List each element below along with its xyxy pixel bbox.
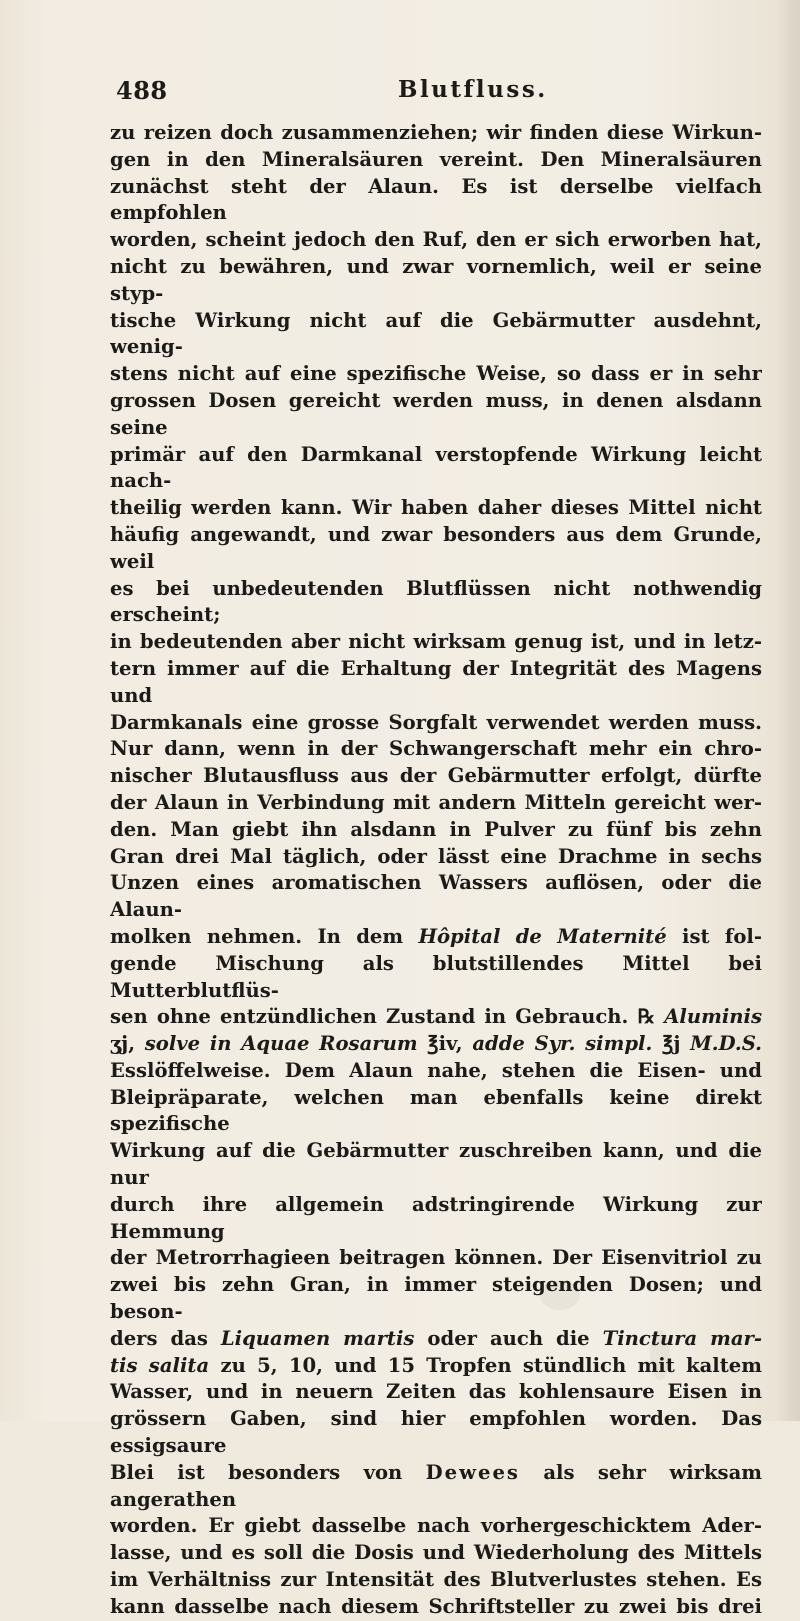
text-line — [110, 1085, 762, 1139]
text-line — [110, 254, 762, 308]
text-line — [110, 1004, 762, 1031]
text-line — [110, 1058, 762, 1085]
text-line-content: Blei ist besonders von Dewees als sehr wirksam angerathen — [110, 1460, 762, 1511]
text-line-content: der Metrorrhagieen beitragen können. Der Eisenvitriol zu — [110, 1246, 762, 1270]
text-line — [110, 790, 762, 817]
text-line-content: zunächst steht der Alaun. Es ist derselbe vielfach empfohlen — [110, 174, 762, 225]
text-line-content: Bleipräparate, welchen man ebenfalls keine direkt spezifische — [110, 1085, 762, 1136]
text-line — [110, 147, 762, 174]
page-number: 488 — [116, 76, 168, 105]
italic-phrase: Liquamen martis — [220, 1326, 415, 1350]
text-line — [110, 817, 762, 844]
text-line — [110, 1353, 762, 1380]
text-line — [110, 1031, 762, 1058]
text-line-content: worden. Er giebt dasselbe nach vorhergeschicktem Ader- — [110, 1514, 762, 1538]
text-line-content: gende Mischung als blutstillendes Mittel bei Mutterblutflüs- — [110, 951, 762, 1002]
text-line-content: Wasser, und in neuern Zeiten das kohlensaure Eisen in — [110, 1380, 762, 1404]
text-line-content: tern immer auf die Erhaltung der Integrität des Magens und — [110, 656, 762, 707]
text-line — [110, 576, 762, 630]
text-line — [110, 656, 762, 710]
text-line — [110, 120, 762, 147]
text-line-content: häufig angewandt, und zwar besonders aus dem Grunde, weil — [110, 522, 762, 573]
text-line — [110, 1192, 762, 1246]
text-line — [110, 1594, 762, 1621]
text-line-content: lasse, und es soll die Dosis und Wiederholung des Mittels — [110, 1541, 762, 1565]
text-line — [110, 1326, 762, 1353]
text-line — [110, 308, 762, 362]
text-line — [110, 442, 762, 496]
italic-phrase: Aluminis — [664, 1005, 762, 1029]
text-line — [110, 763, 762, 790]
text-line — [110, 1272, 762, 1326]
text-line — [110, 522, 762, 576]
text-line-content: nicht zu bewähren, und zwar vornemlich, weil er seine styp- — [110, 254, 762, 305]
text-line-content: grossen Dosen gereicht werden muss, in denen alsdann seine — [110, 388, 762, 439]
text-line-content: es bei unbedeutenden Blutflüssen nicht nothwendig erscheint; — [110, 576, 762, 627]
text-line — [110, 227, 762, 254]
italic-phrase: M.D.S. — [690, 1032, 762, 1056]
text-line-content: durch ihre allgemein adstringirende Wirkung zur Hemmung — [110, 1192, 762, 1243]
text-line-content: Wirkung auf die Gebärmutter zuschreiben kann, und die nur — [110, 1139, 762, 1190]
text-line — [110, 844, 762, 871]
text-line-content: in bedeutenden aber nicht wirksam genug ist, und in letz- — [110, 630, 762, 654]
text-line — [110, 174, 762, 228]
text-line-content: der Alaun in Verbindung mit andern Mitteln gereicht wer- — [110, 790, 762, 814]
text-line — [110, 1567, 762, 1594]
text-line — [110, 1460, 762, 1514]
text-line-content: Darmkanals eine grosse Sorgfalt verwendet werden muss. — [110, 710, 762, 734]
text-line-content: sen ohne entzündlichen Zustand in Gebrauch. ℞ Aluminis — [110, 1005, 762, 1029]
italic-phrase: adde Syr. simpl. — [472, 1032, 653, 1056]
text-line — [110, 1406, 762, 1460]
text-line — [110, 736, 762, 763]
text-line-content: ders das Liquamen martis oder auch die Tinctura mar- — [110, 1326, 762, 1350]
text-line-content: den. Man giebt ihn alsdann in Pulver zu fünf bis zehn — [110, 817, 762, 841]
text-line-content: worden, scheint jedoch den Ruf, den er sich erworben hat, — [110, 228, 762, 252]
text-line-content: Esslöffelweise. Dem Alaun nahe, stehen die Eisen- und — [110, 1058, 762, 1082]
text-line-content: tis salita zu 5, 10, und 15 Tropfen stündlich mit kaltem — [110, 1353, 762, 1377]
text-line-content: tische Wirkung nicht auf die Gebärmutter ausdehnt, wenig- — [110, 308, 762, 359]
text-line — [110, 870, 762, 924]
text-line-content: primär auf den Darmkanal verstopfende Wirkung leicht nach- — [110, 442, 762, 493]
text-line-content: zu reizen doch zusammenziehen; wir finden diese Wirkun- — [110, 121, 762, 144]
running-head: Blutfluss. — [398, 76, 548, 103]
text-line — [110, 361, 762, 388]
text-line-content: Nur dann, wenn in der Schwangerschaft mehr ein chro- — [110, 737, 762, 761]
text-line — [110, 1540, 762, 1567]
page-header — [110, 76, 760, 110]
text-line-content: grössern Gaben, sind hier empfohlen worden. Das essigsaure — [110, 1407, 762, 1458]
text-line-content: zwei bis zehn Gran, in immer steigenden Dosen; und beson- — [110, 1273, 762, 1324]
text-line-content: molken nehmen. In dem Hôpital de Maternité ist fol- — [110, 924, 762, 948]
text-line — [110, 1245, 762, 1272]
text-line — [110, 629, 762, 656]
body-text — [110, 120, 762, 1621]
text-line — [110, 1379, 762, 1406]
author-name: Dewees — [425, 1460, 520, 1484]
text-line — [110, 924, 762, 951]
text-line-content: stens nicht auf eine spezifische Weise, so dass er in sehr — [110, 362, 762, 386]
italic-phrase: tis salita — [110, 1353, 210, 1377]
italic-phrase: solve in Aquae Rosarum — [144, 1032, 418, 1056]
italic-phrase: Hôpital de Maternité — [418, 924, 667, 948]
text-line-content: Unzen eines aromatischen Wassers auflösen, oder die Alaun- — [110, 871, 762, 922]
text-line — [110, 951, 762, 1005]
text-line — [110, 1138, 762, 1192]
text-line-content: kann dasselbe nach diesem Schriftsteller zu zwei bis drei — [110, 1594, 762, 1618]
text-line-content: theilig werden kann. Wir haben daher dieses Mittel nicht — [110, 496, 762, 520]
text-line — [110, 388, 762, 442]
text-line-content: nischer Blutausfluss aus der Gebärmutter erfolgt, dürfte — [110, 764, 762, 788]
text-line — [110, 495, 762, 522]
text-line — [110, 1513, 762, 1540]
text-line-content: im Verhältniss zur Intensität des Blutverlustes stehen. Es — [110, 1568, 762, 1592]
text-line-content: gen in den Mineralsäuren vereint. Den Mineralsäuren — [110, 147, 762, 171]
text-line — [110, 710, 762, 737]
italic-phrase: Tinctura mar- — [602, 1326, 762, 1350]
text-line-content: ʒj, solve in Aquae Rosarum ℥iv, adde Syr. simpl. ℥j M.D.S. — [110, 1032, 762, 1056]
text-line-content: Gran drei Mal täglich, oder lässt eine Drachme in sechs — [110, 844, 762, 868]
